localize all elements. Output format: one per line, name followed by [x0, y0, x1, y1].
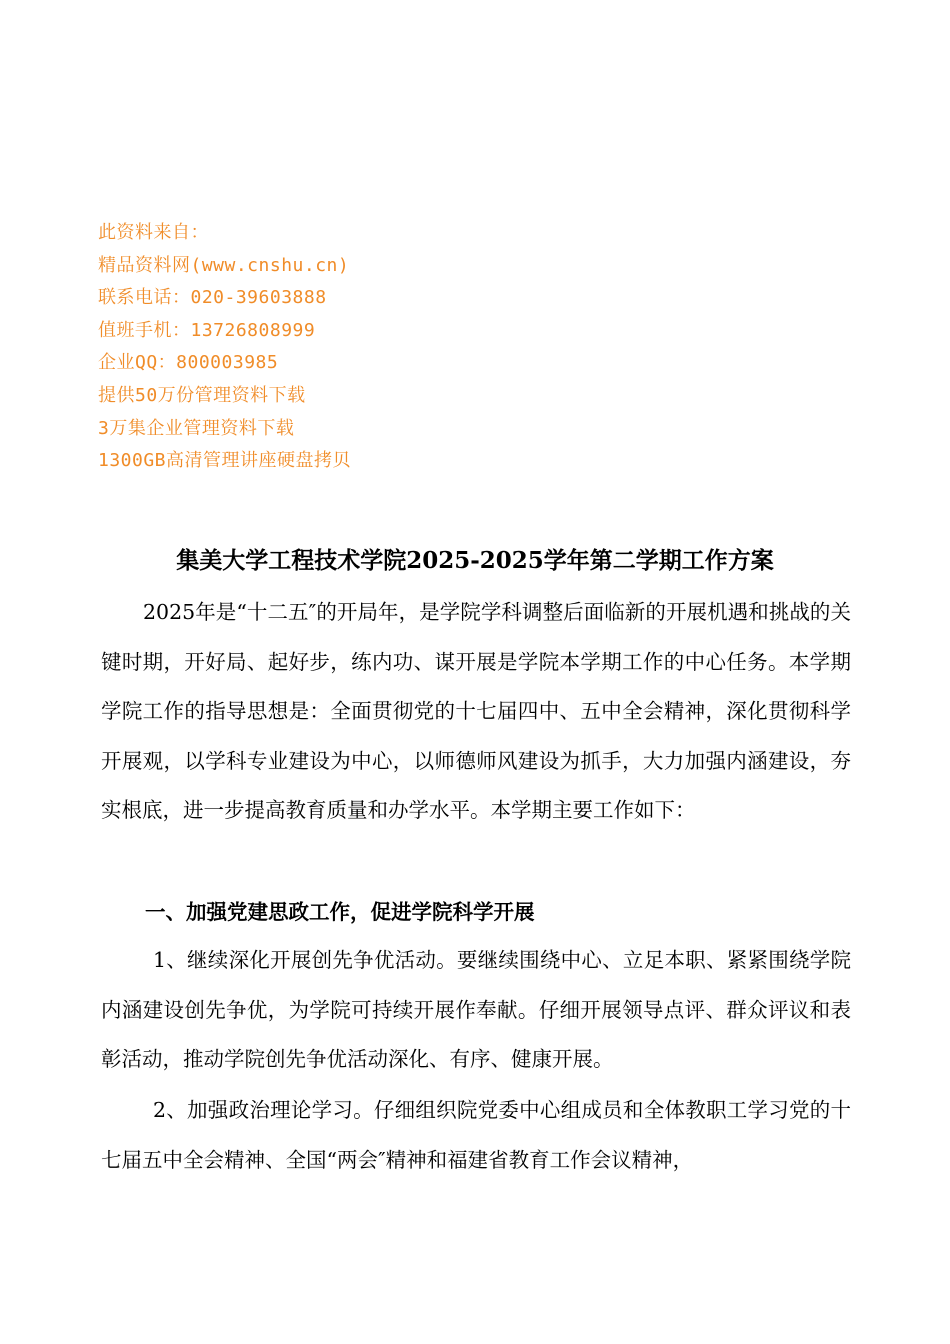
source-line-qq: 企业QQ：800003985	[98, 352, 279, 374]
source-line-website: 精品资料网(www.cnshu.cn)	[98, 254, 350, 276]
item-paragraph-1: 1、继续深化开展创先争优活动。要继续围绕中心、立足本职、紧紧围绕学院内涵建设创先争优，为学院可持续开展作奉献。仔细开展领导点评、群众评议和表彰活动，推动学院创先争优活动深化、有序、健康开展。	[101, 948, 851, 1071]
source-line-mobile: 值班手机：13726808999	[98, 319, 316, 341]
source-info-block	[98, 217, 698, 478]
section-heading-1: 一、加强党建思政工作，促进学院科学开展	[145, 900, 535, 924]
item-paragraph-2: 2、加强政治理论学习。仔细组织院党委中心组成员和全体教职工学习党的十七届五中全会精神、全国“两会″精神和福建省教育工作会议精神，	[101, 1098, 851, 1172]
source-line-offer-2: 3万集企业管理资料下载	[98, 417, 295, 439]
source-line-offer-1: 提供50万份管理资料下载	[98, 384, 306, 406]
intro-paragraph: 2025年是“十二五″的开局年，是学院学科调整后面临新的开展机遇和挑战的关键时期，开好局、起好步，练内功、谋开展是学院本学期工作的中心任务。本学期学院工作的指导思想是：全面贯彻党的十七届四中、五中全会精神，深化贯彻科学开展观，以学科专业建设为中心，以师德师风建设为抓手，大力加强内涵建设，夯实根底，进一步提高教育质量和办学水平。本学期主要工作如下：	[101, 600, 851, 822]
document-title: 集美大学工程技术学院2025-2025学年第二学期工作方案	[176, 547, 774, 574]
source-line-from: 此资料来自：	[98, 222, 209, 243]
source-line-phone: 联系电话：020-39603888	[98, 287, 327, 309]
source-line-offer-3: 1300GB高清管理讲座硬盘拷贝	[98, 450, 352, 472]
